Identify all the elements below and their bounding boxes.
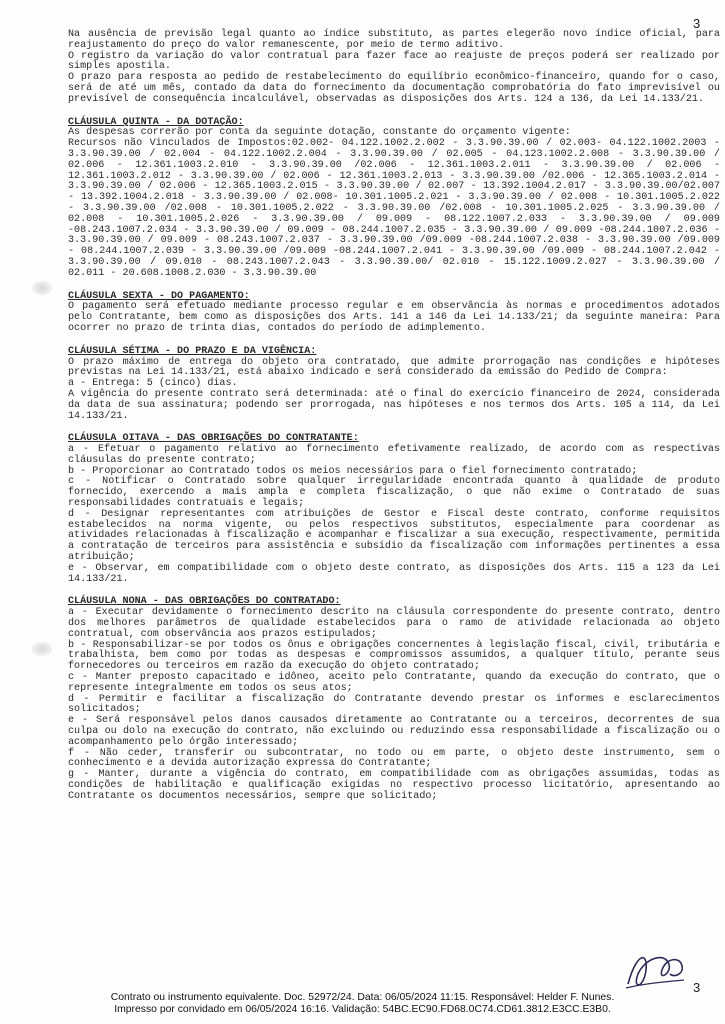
clause-7-vigencia: A vigência do presente contrato será determinada: até o final do exercício financeiro de 2024, considerada da data de sua assinatura; podendo ser prorrogada, nas hipóteses e nos termos dos Arts. 105 a 114, da Lei 14.133/21.: [68, 388, 720, 422]
clause-8-item-c: c - Notificar o Contratado sobre qualquer irregularidade encontrada quanto à qualidade de produto fornecido, exercendo a mais ampla e completa fiscalização, o que não exime o Contratado de suas responsabilidades contratuais e legais;: [68, 476, 720, 510]
paragraph-substitute-index: Na ausência de previsão legal quanto ao índice substituto, as partes elegerão novo índice oficial, para reajustamento do preço do valor remanescente, por meio de termo aditivo.: [68, 29, 720, 51]
clause-5-heading: CLÁUSULA QUINTA - DA DOTAÇÃO:: [68, 116, 244, 128]
punch-hole-top: [32, 281, 52, 295]
clause-8-item-e: e - Observar, em compatibilidade com o objeto deste contrato, as disposições dos Arts. 115 a 123 da Lei 14.133/21.: [68, 562, 720, 585]
footer-document-info: Contrato ou instrumento equivalente. Doc. 52972/24. Data: 06/05/2024 11:15. Responsável: Helder F. Nunes.: [110, 992, 615, 1003]
clause-7-prazo: O prazo máximo de entrega do objeto ora contratado, que admite prorrogação nas condições e hipóteses previstas na Lei 14.133/21, está abaixo indicado e será considerado da emissão do Pedido de Compra:: [68, 356, 720, 379]
clause-9-item-d: d - Permitir e facilitar a fiscalização do Contratante devendo prestar os informes e esclarecimentos solicitados;: [68, 693, 720, 716]
handwritten-signature: [618, 944, 690, 996]
clause-8-item-d: d - Designar representantes com atribuições de Gestor e Fiscal deste contrato, conforme requisitos estabelecidos na norma vigente, ou pelos respectivos substitutos, especialmente para coordenar as atividades relacionadas à fiscalização e acompanhar e fiscalizar a sua execução, respectivamente, permitida a contratação de terceiros para assistência e subsídio da fiscalização com informações pertinentes a essa atribuição;: [68, 508, 720, 564]
clause-7-entrega: a - Entrega: 5 (cinco) dias.: [68, 378, 238, 390]
paragraph-reequilibrio: O prazo para resposta ao pedido de restabelecimento do equilíbrio econômico-financeiro, quando for o caso, será de até um mês, contado da data do fornecimento da documentação comprobatória do fato imprevisível ou previsível de consequência incalculável, observadas as disposições dos Arts. 124 a 136, da Lei 14.133/21.: [68, 72, 720, 105]
clause-9-heading: CLÁUSULA NONA - DAS OBRIGAÇÕES DO CONTRATADO:: [68, 596, 341, 608]
page-number-bottom: 3: [693, 980, 701, 995]
footer-validation-info: Impresso por convidado em 06/05/2024 16:16. Validação: 54BC.EC90.FD68.0C74.CD61.3812.E3CC.E3B0.: [114, 1004, 611, 1015]
paragraph-apostila: O registro da variação do valor contratual para fazer face ao reajuste de preços poderá ser realizado por simples apostila.: [68, 50, 720, 73]
clause-9-item-f: f - Não ceder, transferir ou subcontratar, no todo ou em parte, o objeto deste instrumento, sem o conhecimento e a devida autorização expressa do Contratante;: [68, 747, 720, 770]
clause-6-text: O pagamento será efetuado mediante processo regular e em observância às normas e procedimentos adotados pelo Contratante, bem como as disposições dos Arts. 141 a 146 da Lei 14.133/21; da seguinte maneira: Para ocorrer no prazo de trinta dias, contados do período de adimplemento.: [68, 301, 720, 334]
document-body: [68, 30, 720, 803]
page-number-top: 3: [693, 16, 701, 31]
clause-8-heading: CLÁUSULA OITAVA - DAS OBRIGAÇÕES DO CONTRATANTE:: [68, 433, 359, 445]
clause-9-item-a: a - Executar devidamente o fornecimento descrito na cláusula correspondente do presente contrato, dentro dos melhores parâmetros de qualidade estabelecidos para o ramo de atividade relacionada ao objeto contratual, com observância aos prazos estipulados;: [68, 607, 720, 640]
clause-6-heading: CLÁUSULA SEXTA - DO PAGAMENTO:: [68, 290, 250, 302]
punch-hole-bottom: [32, 642, 52, 656]
clause-9-item-b: b - Responsabilizar-se por todos os ônus e obrigações concernentes à legislação fiscal, civil, tributária e trabalhista, bem como por todas as despesas e compromissos assumidos, a qualquer título, perante seus fornecedores ou terceiros em razão da execução do objeto contratado;: [68, 639, 720, 673]
clause-7-heading: CLÁUSULA SÉTIMA - DO PRAZO E DA VIGÊNCIA:: [68, 345, 317, 357]
clause-8-item-a: a - Efetuar o pagamento relativo ao fornecimento efetivamente realizado, de acordo com as respectivas cláusulas do presente contrato;: [68, 444, 720, 466]
clause-9-item-c: c - Manter preposto capacitado e idôneo, aceito pelo Contratante, quando da execução do contrato, que o represente integralmente em todos os seus atos;: [68, 672, 720, 694]
clause-9-item-e: e - Será responsável pelos danos causados diretamente ao Contratante ou a terceiros, decorrentes de sua culpa ou dolo na execução do contrato, não excluindo ou reduzindo essa responsabilidade a fiscalização ou o acompanhamento pelo órgão interessado;: [68, 715, 720, 748]
clause-9-item-g: g - Manter, durante a vigência do contrato, em compatibilidade com as obrigações assumidas, todas as condições de habilitação e qualificação exigidas no respectivo processo licitatório, apresentando ao Contratante os documentos necessários, sempre que solicitado;: [68, 769, 720, 802]
clause-5-intro: As despesas correrão por conta da seguinte dotação, constante do orçamento vigente:: [68, 127, 571, 139]
clause-5-dotacoes: Recursos não Vinculados de Impostos:02.002- 04.122.1002.2.002 - 3.3.90.39.00 / 02.003- 04.122.1002.2003 - 3.3.90.39.00 / 02.004 - 04.122.1002.2.004 - 3.3.90.39.00 / 02.005 - 04.123.1002.2.008 - 3.3.90.39.00 / 02.006 - 12.361.1003.2.010 - 3.3.90.39.00 /02.006 - 12.361.1003.2.011 - 3.3.90.39.00 / 02.006 - 12.361.1003.2.012 - 3.3.90.39.00 / 02.006 - 12.361.1003.2.013 - 3.3.90.39.00 /02.006 - 12.365.1003.2.014 - 3.3.90.39.00 / 02.006 - 12.365.1003.2.015 - 3.3.90.39.00 / 02.007 - 13.392.1004.2.017 - 3.3.90.39.00/02.007 - 13.392.1004.2.018 - 3.3.90.39.00 / 02.008- 10.301.1005.2.021 - 3.3.90.39.00 / 02.008 - 10.301.1005.2.022 - 3.3.90.39.00 /02.008 - 10.301.1005.2.022 - 3.3.90.39.00 /02.008 - 10.301.1005.2.025 - 3.3.90.39.00 / 02.008 - 10.301.1005.2.026 - 3.3.90.39.00 / 09.009 - 08.122.1007.2.033 - 3.3.90.39.00 / 09.009 -08.243.1007.2.034 - 3.3.90.39.00 / 09.009 - 08.244.1007.2.035 - 3.3.90.39.00 / 09.009 -08.244.1007.2.036 - 3.3.90.39.00 / 09.009 - 08.243.1007.2.037 - 3.3.90.39.00 /09.009 -08.244.1007.2.038 - 3.3.90.39.00 /09.009 - 08.244.1007.2.039 - 3.3.90.39.00 /09.009 -08.244.1007.2.041 - 3.3.90.39.00 /09.009 - 08.244.1007.2.042 - 3.3.90.39.00 / 09.010 - 08.243.1007.2.043 - 3.3.90.39.00/ 02.010 - 15.122.1009.2.027 - 3.3.90.39.00 / 02.011 - 20.608.1008.2.030 - 3.3.90.39.00: [68, 138, 720, 279]
clause-8-item-b: b - Proporcionar ao Contratado todos os meios necessários para o fiel fornecimento contratado;: [68, 465, 638, 477]
